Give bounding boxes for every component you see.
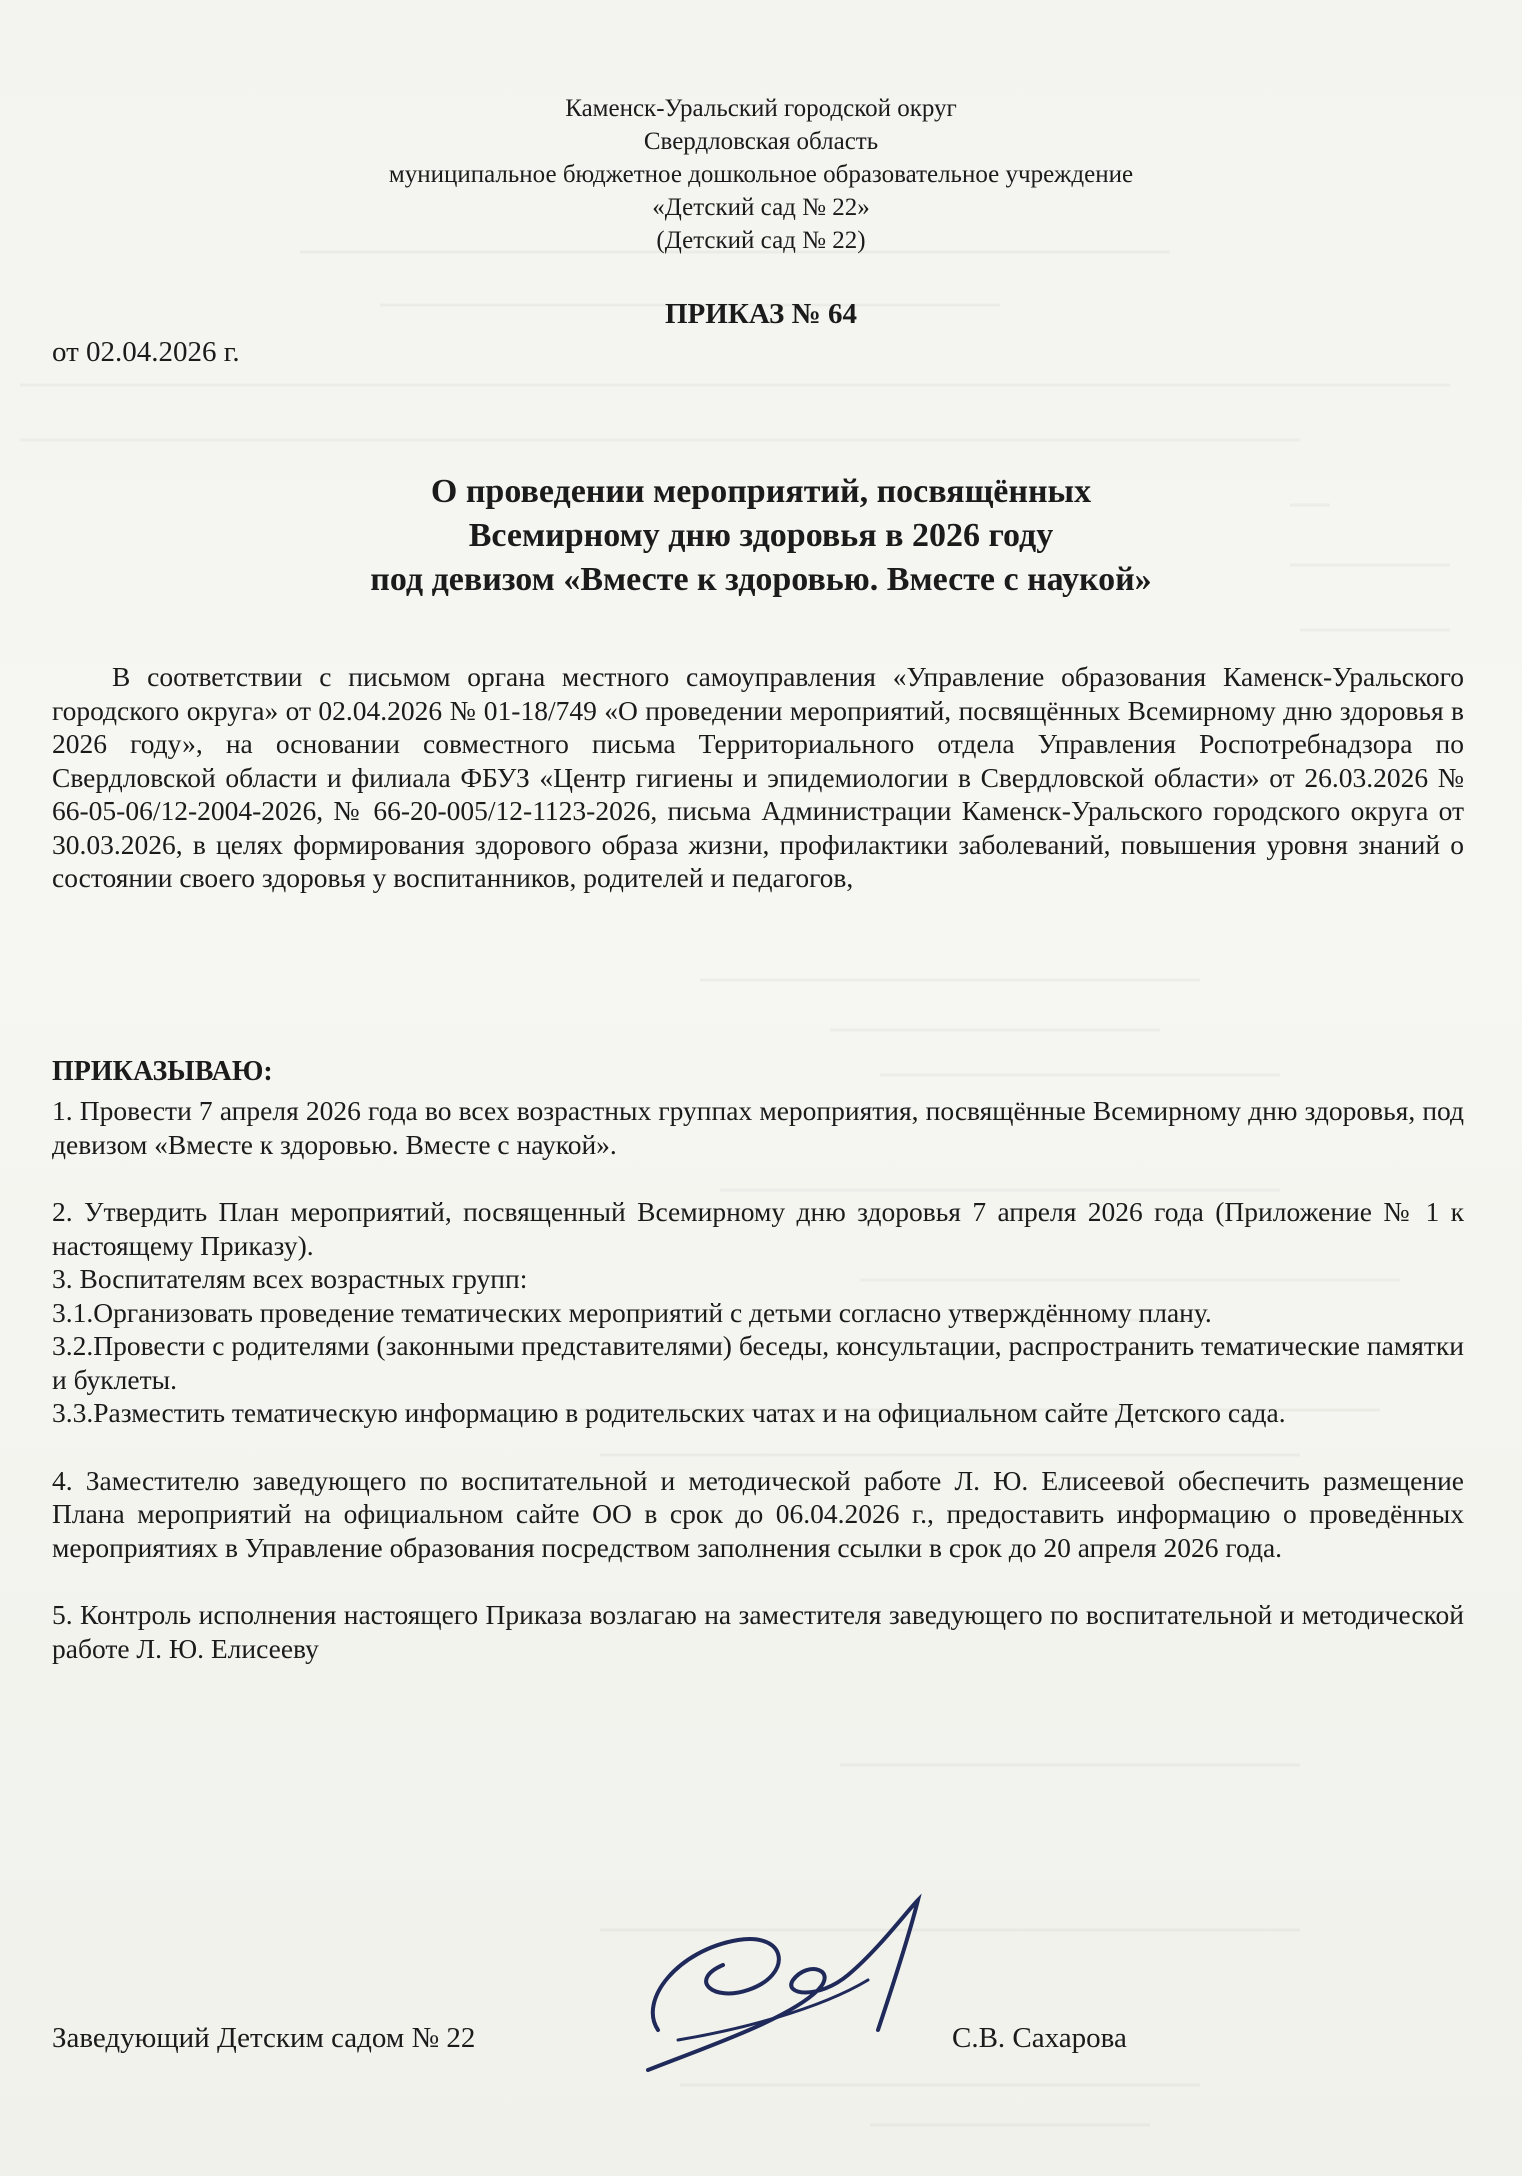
order-items (52, 1094, 1464, 1665)
subject-line: под девизом «Вместе к здоровью. Вместе с наукой» (370, 561, 1152, 598)
order-item: 3.3.Разместить тематическую информацию в родительских чатах и на официальном сайте Детского сада. (52, 1397, 1286, 1428)
subject-line: Всемирному дню здоровья в 2026 году (468, 517, 1054, 554)
order-item: 1. Провести 7 апреля 2026 года во всех возрастных группах мероприятия, посвящённые Всемирному дню здоровья, под девизом «Вместе к здоровью. Вместе с наукой». (52, 1095, 1464, 1160)
header-line: Свердловская область (643, 128, 879, 155)
command-heading: ПРИКАЗЫВАЮ: (52, 1056, 273, 1087)
order-item: 3. Воспитателям всех возрастных групп: (52, 1263, 528, 1294)
header-line: муниципальное бюджетное дошкольное образовательное учреждение (388, 161, 1134, 188)
header-line: Каменск-Уральский городской округ (565, 95, 957, 122)
order-item: 4. Заместителю заведующего по воспитательной и методической работе Л. Ю. Елисеевой обеспечить размещение Плана мероприятий на официальном сайте ОО в срок до 06.04.2026 г., предоставить информацию о проведённых мероприятиях в Управление образования посредством заполнения ссылки в срок до 20 апреля 2026 года. (52, 1464, 1464, 1563)
order-subject (0, 470, 1522, 602)
order-item: 2. Утвердить План мероприятий, посвященный Всемирному дню здоровья 7 апреля 2026 года (Приложение № 1 к настоящему Приказу). (52, 1196, 1464, 1261)
preamble-paragraph: В соответствии с письмом органа местного самоуправления «Управление образования Каменск-Уральского городского округа» от 02.04.2026 № 01-18/749 «О проведении мероприятий, посвящённых Всемирному дню здоровья в 2026 году», на основании совместного письма Территориального отдела Управления Роспотребнадзора по Свердловской области и филиала ФБУЗ «Центр гигиены и эпидемиологии в Свердловской области» от 26.03.2026 № 66-05-06/12-2004-2026, № 66-20-005/12-1123-2026, письма Администрации Каменск-Уральского городского округа от 30.03.2026, в целях формирования здорового образа жизни, профилактики заболеваний, повышения уровня знаний о состоянии своего здоровья у воспитанников, родителей и педагогов, (52, 661, 1464, 893)
signatory-position: Заведующий Детским садом № 22 (52, 2022, 476, 2054)
subject-line: О проведении мероприятий, посвящённых (430, 473, 1092, 510)
order-item: 3.1.Организовать проведение тематических мероприятий с детьми согласно утверждённому плану. (52, 1296, 1212, 1328)
order-title: ПРИКАЗ № 64 (664, 298, 858, 330)
organization-header (0, 92, 1522, 257)
order-item: 5. Контроль исполнения настоящего Приказа возлагаю на заместителя заведующего по воспитательной и методической работе Л. Ю. Елисееву (52, 1599, 1464, 1664)
order-item: 3.2.Провести с родителями (законными представителями) беседы, консультации, распространить тематические памятки и буклеты. (52, 1330, 1464, 1395)
order-date: от 02.04.2026 г. (52, 336, 240, 368)
handwritten-signature (618, 1880, 978, 2090)
header-line: «Детский сад № 22» (652, 194, 870, 221)
signatory-name: С.В. Сахарова (952, 2022, 1127, 2054)
header-line: (Детский сад № 22) (656, 227, 866, 254)
